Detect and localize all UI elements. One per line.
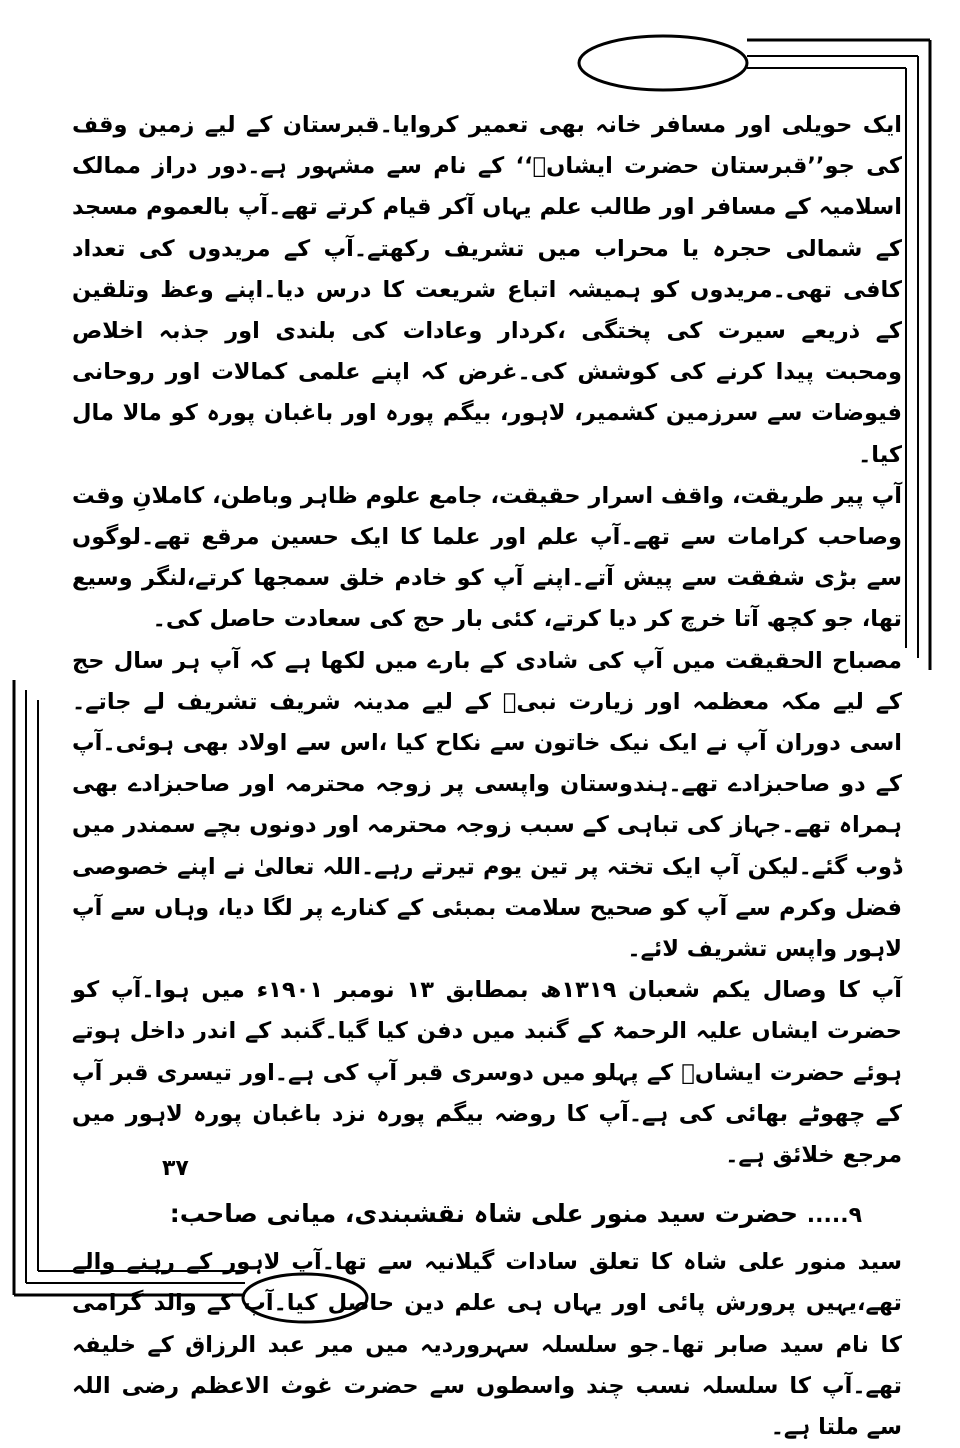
paragraph-2: آپ پیر طریقت، واقف اسرار حقیقت، جامع علوم ظاہر وباطن، کاملانِ وقت وصاحب کرامات سے تھے۔آپ علم اور علما کا ایک حسین مرقع تھے۔لوگوں سے بڑی شفقت سے پیش آتے۔اپنے آپ کو خادم خلق سمجھا کرتے،لنگر وسیع تھا، جو کچھ آتا خرچ کر دیا کرتے، کئی بار حج کی سعادت حاصل کی۔ bbox=[72, 482, 902, 633]
paragraph-3: مصباح الحقیقت میں آپ کی شادی کے بارے میں لکھا ہے کہ آپ ہر سال حج کے لیے مکہ معظمہ اور زیارت نبیؐ کے لیے مدینہ شریف تشریف لے جاتے۔اسی دوران آپ نے ایک نیک خاتون سے نکاح کیا ،اس سے اولاد بھی ہوئی۔آپ کے دو صاحبزادے تھے۔ہندوستان واپسی پر زوجہ محترمہ اور صاحبزادے بھی ہمراہ تھے۔جہاز کی تباہی کے سبب زوجہ محترمہ اور دونوں بچے سمندر میں ڈوب گئے۔لیکن آپ ایک تختہ پر تین یوم تیرتے رہے۔اللہ تعالیٰ نے اپنے خصوصی فضل وکرم سے آپ کو صحیح سلامت بمبئی کے کنارے پر لگا دیا، وہاں سے آپ لاہور واپس تشریف لائے۔ bbox=[72, 647, 902, 963]
footnote-reference: ۳۷ bbox=[162, 1156, 189, 1182]
paragraph-4: آپ کا وصال یکم شعبان ۱۳۱۹ھ بمطابق ۱۳ نومبر ۱۹۰۱ء میں ہوا۔آپ کو حضرت ایشاں علیہ الرحمۃ کے گنبد میں دفن کیا گیا۔گنبد کے اندر داخل ہوتے ہوئے حضرت ایشاںؒ کے پہلو میں دوسری قبر آپ کی ہے۔اور تیسری قبر آپ کے چھوٹے بھائی کی ہے۔آپ کا روضہ بیگم پورہ نزد باغبان پورہ لاہور میں مرجع خلائق ہے۔ bbox=[72, 977, 902, 1169]
paragraph-1: ایک حویلی اور مسافر خانہ بھی تعمیر کروایا۔قبرستان کے لیے زمین وقف کی جو’’قبرستان حضرت ایشاںؒ‘‘ کے نام سے مشہور ہے۔دور دراز ممالک اسلامیہ کے مسافر اور طالب علم یہاں آکر قیام کرتے تھے۔آپ بالعموم مسجد کے شمالی حجرہ یا محراب میں تشریف رکھتے۔آپ کے مریدوں کی تعداد کافی تھی۔مریدوں کو ہمیشہ اتباع شریعت کا درس دیا۔اپنے وعظ وتلقین کے ذریعے سیرت کی پختگی ،کردار وعادات کی بلندی اور جذبہ اخلاص ومحبت پیدا کرنے کی کوشش کی۔غرض کہ اپنے علمی کمالات اور روحانی فیوضات سے سرزمین کشمیر، لاہور، بیگم پورہ اور باغبان پورہ کو مالا مال کیا۔ bbox=[72, 112, 902, 468]
page-body bbox=[72, 105, 902, 1448]
top-oval-ornament bbox=[579, 36, 747, 90]
section-number: ۹..... bbox=[806, 1203, 862, 1229]
section-paragraph: سید منور علی شاہ کا تعلق سادات گیلانیہ سے تھا۔آپ لاہور کے رہنے والے تھے،یہیں پرورش پائی اور یہاں ہی علم دین حاصل کیا۔آپ کے والد گرامی کا نام سید صابر تھا۔جو سلسلہ سہروردیہ میں میر عبد الرزاق کے خلیفہ تھے۔آپ کا سلسلہ نسب چند واسطوں سے حضرت غوث الاعظم رضی اللہ سے ملتا ہے۔ bbox=[72, 1249, 902, 1441]
section-title: حضرت سید منور علی شاہ نقشبندی، میانی صاحب: bbox=[169, 1199, 799, 1229]
section-heading bbox=[72, 1194, 902, 1236]
